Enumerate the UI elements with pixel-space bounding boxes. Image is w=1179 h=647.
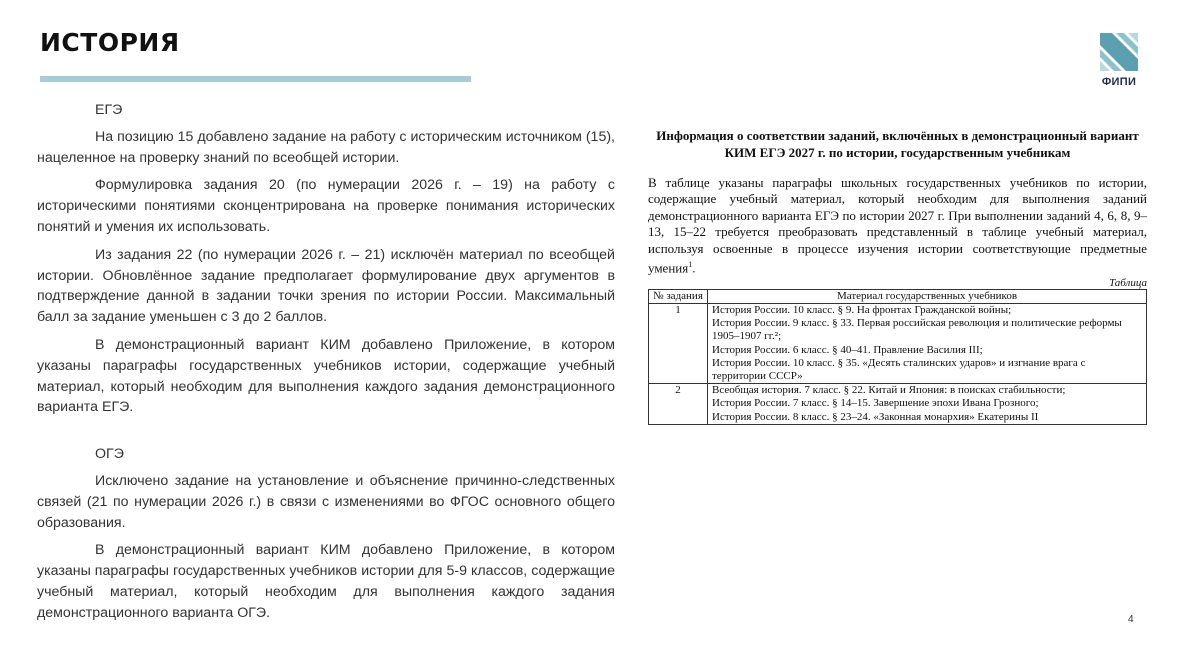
- table-row: [649, 384, 1147, 425]
- table-header-row: [649, 289, 1147, 303]
- header-task-number: № задания: [649, 289, 708, 303]
- changes-summary: [37, 100, 615, 631]
- oge-paragraph: Исключено задание на установление и объяснение причинно-следственных связей (21 по нумерации 2026 г.) в связи с изменениями во ФГОС основного общего образования.: [37, 472, 615, 531]
- task-number: 1: [649, 303, 708, 383]
- oge-paragraph: В демонстрационный вариант КИМ добавлено Приложение, в котором указаны параграфы государственных учебников истории для 5-9 классов, содержащие учебный материал, который необходим для выполнения каждого задания демонстрационного варианта ОГЭ.: [37, 542, 615, 621]
- material-line: История России. 8 класс. § 23–24. «Законная монархия» Екатерины II: [712, 410, 1039, 423]
- textbook-table: [648, 289, 1147, 425]
- table-caption: Таблица: [1109, 276, 1147, 289]
- ege-paragraph: В демонстрационный вариант КИМ добавлено Приложение, в котором указаны параграфы государственных учебников истории, содержащие учебный материал, который необходим для выполнения каждого задания демонстрационного варианта ЕГЭ.: [37, 336, 615, 416]
- material-line: История России. 10 класс. § 35. «Десять сталинских ударов» и изгнание врага с территории СССР»: [712, 356, 1086, 382]
- material-cell: [708, 303, 1147, 383]
- material-line: История России. 9 класс. § 33. Первая российская революция и политические реформы 1905–1907 гг.²;: [712, 317, 1122, 343]
- fipi-logo-icon: [1100, 33, 1138, 71]
- title-underline: [40, 76, 471, 82]
- fipi-logo-text: ФИПИ: [1101, 76, 1137, 88]
- textbook-info-panel: [648, 127, 1147, 425]
- footnote-marker: 1: [688, 260, 693, 270]
- info-title: Информация о соответствии заданий, включённых в демонстрационный вариант КИМ ЕГЭ 2027 г. по истории, государственным учебникам: [656, 128, 1139, 160]
- task-number: 2: [649, 384, 708, 425]
- page-number: 4: [1128, 614, 1134, 625]
- oge-heading: ОГЭ: [95, 446, 124, 463]
- fipi-logo: [1096, 33, 1142, 93]
- info-paragraph-text: В таблице указаны параграфы школьных государственных учебников по истории, содержащие учебный материал, который необходим для выполнения заданий демонстрационного варианта ЕГЭ по истории 2027 г. При выполнении заданий 4, 6, 8, 9–13, 15–22 требуется преобразовать представленный в таблице учебный материал, используя освоенные в процессе изучения истории соответствующие предметные умения: [648, 175, 1147, 276]
- ege-paragraph: На позицию 15 добавлено задание на работу с историческим источником (15), нацеленное на проверку знаний по всеобщей истории.: [37, 128, 615, 166]
- ege-paragraph: Из задания 22 (по нумерации 2026 г. – 21) исключён материал по всеобщей истории. Обновлённое задание предполагает формулирование двух аргументов в подтверждение данной в задании точки зрения по истории России. Максимальный балл за задание уменьшен с 3 до 2 баллов.: [37, 246, 615, 326]
- material-line: История России. 7 класс. § 14–15. Завершение эпохи Ивана Грозного;: [712, 397, 1039, 410]
- material-line: История России. 6 класс. § 40–41. Правление Василия III;: [712, 343, 983, 356]
- info-paragraph: В таблице указаны параграфы школьных государственных учебников по истории, содержащие учебный материал, который необходим для выполнения заданий демонстрационного варианта ЕГЭ по истории 2027 г. При выполнении заданий 4, 6, 8, 9–13, 15–22 требуется преобразовать представленный в таблице учебный материал, используя освоенные в процессе изучения истории соответствующие предметные умения$^1$.: [648, 175, 1147, 276]
- page-title: ИСТОРИЯ: [40, 28, 180, 57]
- ege-paragraph: Формулировка задания 20 (по нумерации 2026 г. – 19) на работу с историческими понятиями сконцентрирована на проверке понимания исторических понятий и умения их использовать.: [37, 177, 615, 235]
- material-line: История России. 10 класс. § 9. На фронтах Гражданской войны;: [712, 303, 1012, 316]
- table-row: [649, 303, 1147, 383]
- material-line: Всеобщая история. 7 класс. § 22. Китай и Япония: в поисках стабильности;: [712, 384, 1066, 397]
- material-cell: [708, 384, 1147, 425]
- header-material: Материал государственных учебников: [708, 289, 1147, 303]
- ege-heading: ЕГЭ: [95, 102, 123, 118]
